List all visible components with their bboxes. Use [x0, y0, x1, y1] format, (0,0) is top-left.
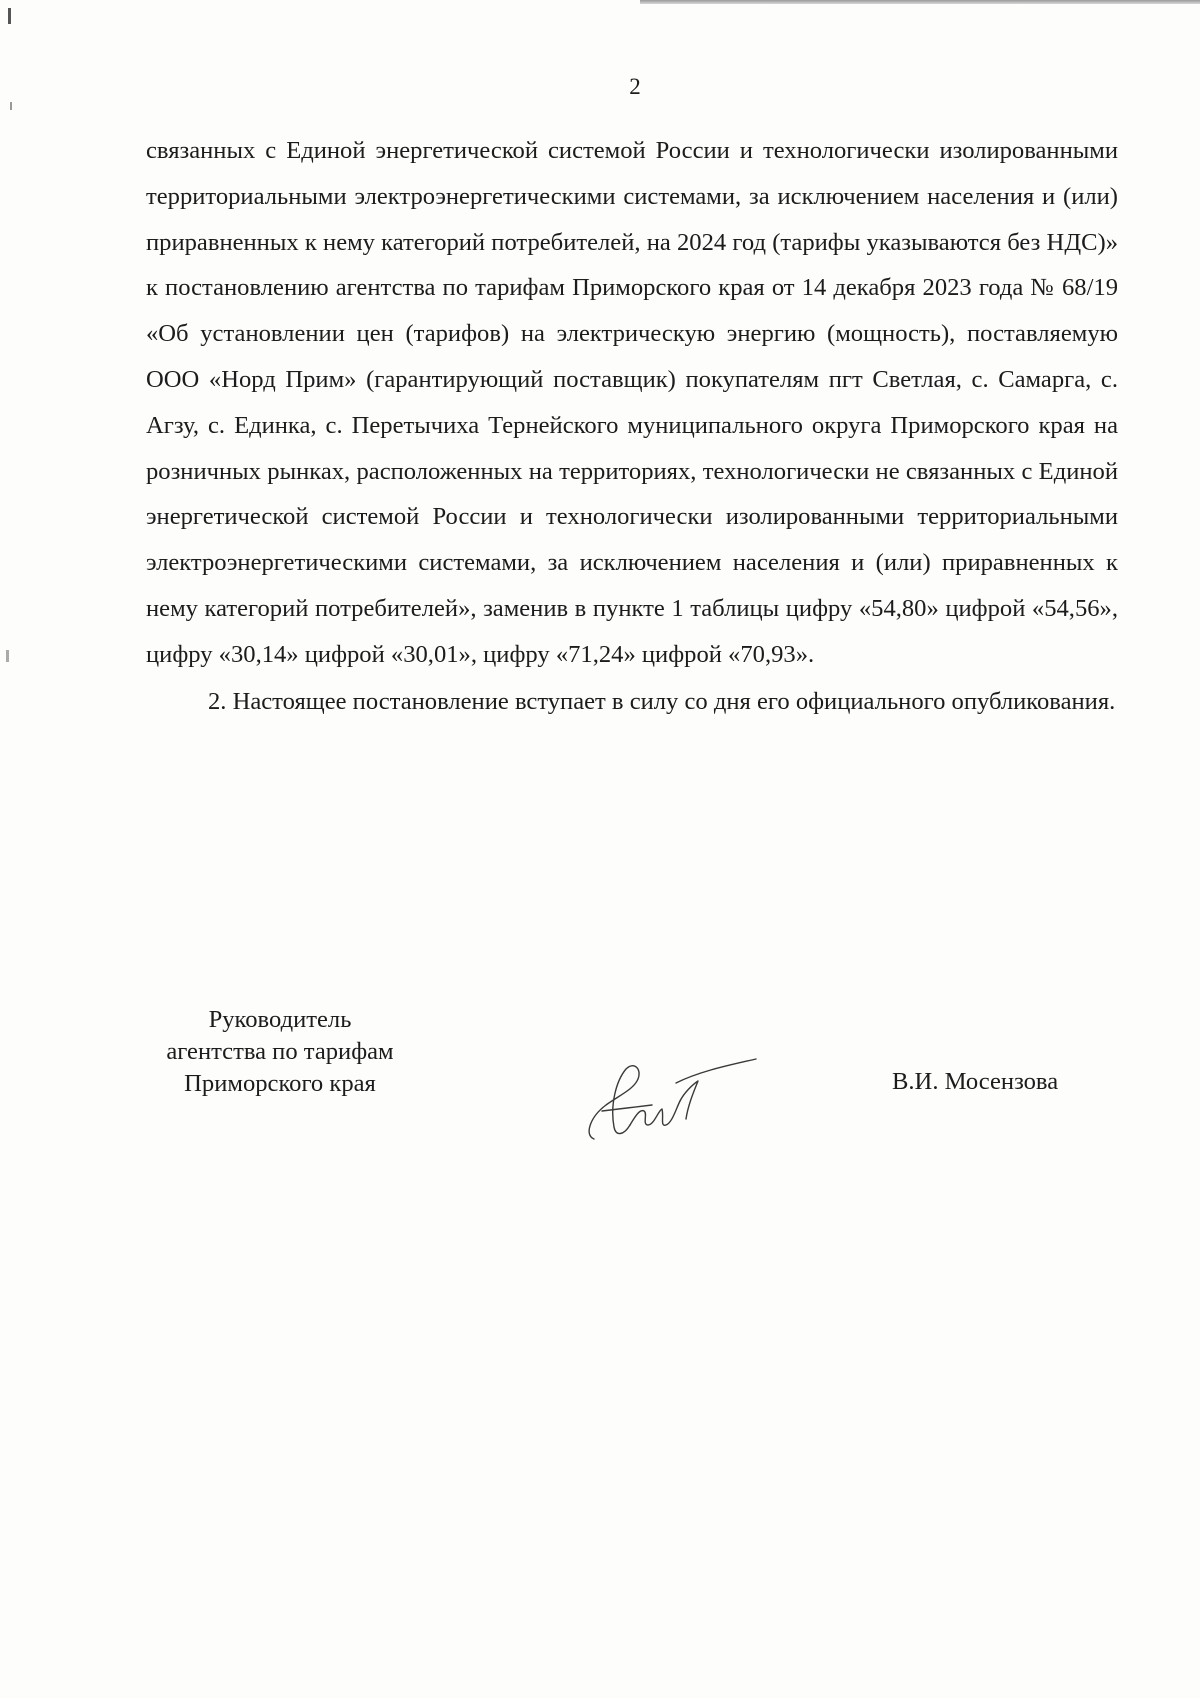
signer-position-line: Руководитель	[208, 1006, 352, 1033]
page-number: 2	[629, 74, 641, 99]
signature-block	[0, 1004, 1200, 1164]
scan-mark	[10, 102, 12, 110]
handwritten-signature-icon	[580, 1039, 760, 1149]
signer-position	[130, 1004, 430, 1100]
signer-position-line: агентства по тарифам	[166, 1038, 394, 1065]
scan-edge	[640, 0, 1200, 4]
document-body	[146, 128, 1118, 724]
signer-name: В.И. Мосензова	[892, 1068, 1059, 1095]
paragraph-effective-date: 2. Настоящее постановление вступает в силу со дня его официального опубликования.	[208, 687, 1116, 715]
paragraph-continuation: связанных с Единой энергетической системой России и технологически изолированными территориальными электроэнергетическими системами, за исключением населения и (или) приравненных к нему категорий потребителей, на 2024 год (тарифы указываются без НДС)» к постановлению агентства по тарифам Приморского края от 14 декабря 2023 года № 68/19 «Об установлении цен (тарифов) на электрическую энергию (мощность), поставляемую ООО «Норд Прим» (гарантирующий поставщик) покупателям пгт Светлая, с. Самарга, с. Агзу, с. Единка, с. Перетычиха Тернейского муниципального округа Приморского края на розничных рынках, расположенных на территориях, технологически не связанных с Единой энергетической системой России и технологически изолированными территориальными электроэнергетическими системами, за исключением населения и (или) приравненных к нему категорий потребителей», заменив в пункте 1 таблицы цифру «54,80» цифрой «54,56», цифру «30,14» цифрой «30,01», цифру «71,24» цифрой «70,93».	[146, 137, 1118, 668]
scan-mark	[8, 8, 11, 24]
scan-mark	[6, 650, 9, 662]
signer-position-line: Приморского края	[184, 1070, 376, 1097]
